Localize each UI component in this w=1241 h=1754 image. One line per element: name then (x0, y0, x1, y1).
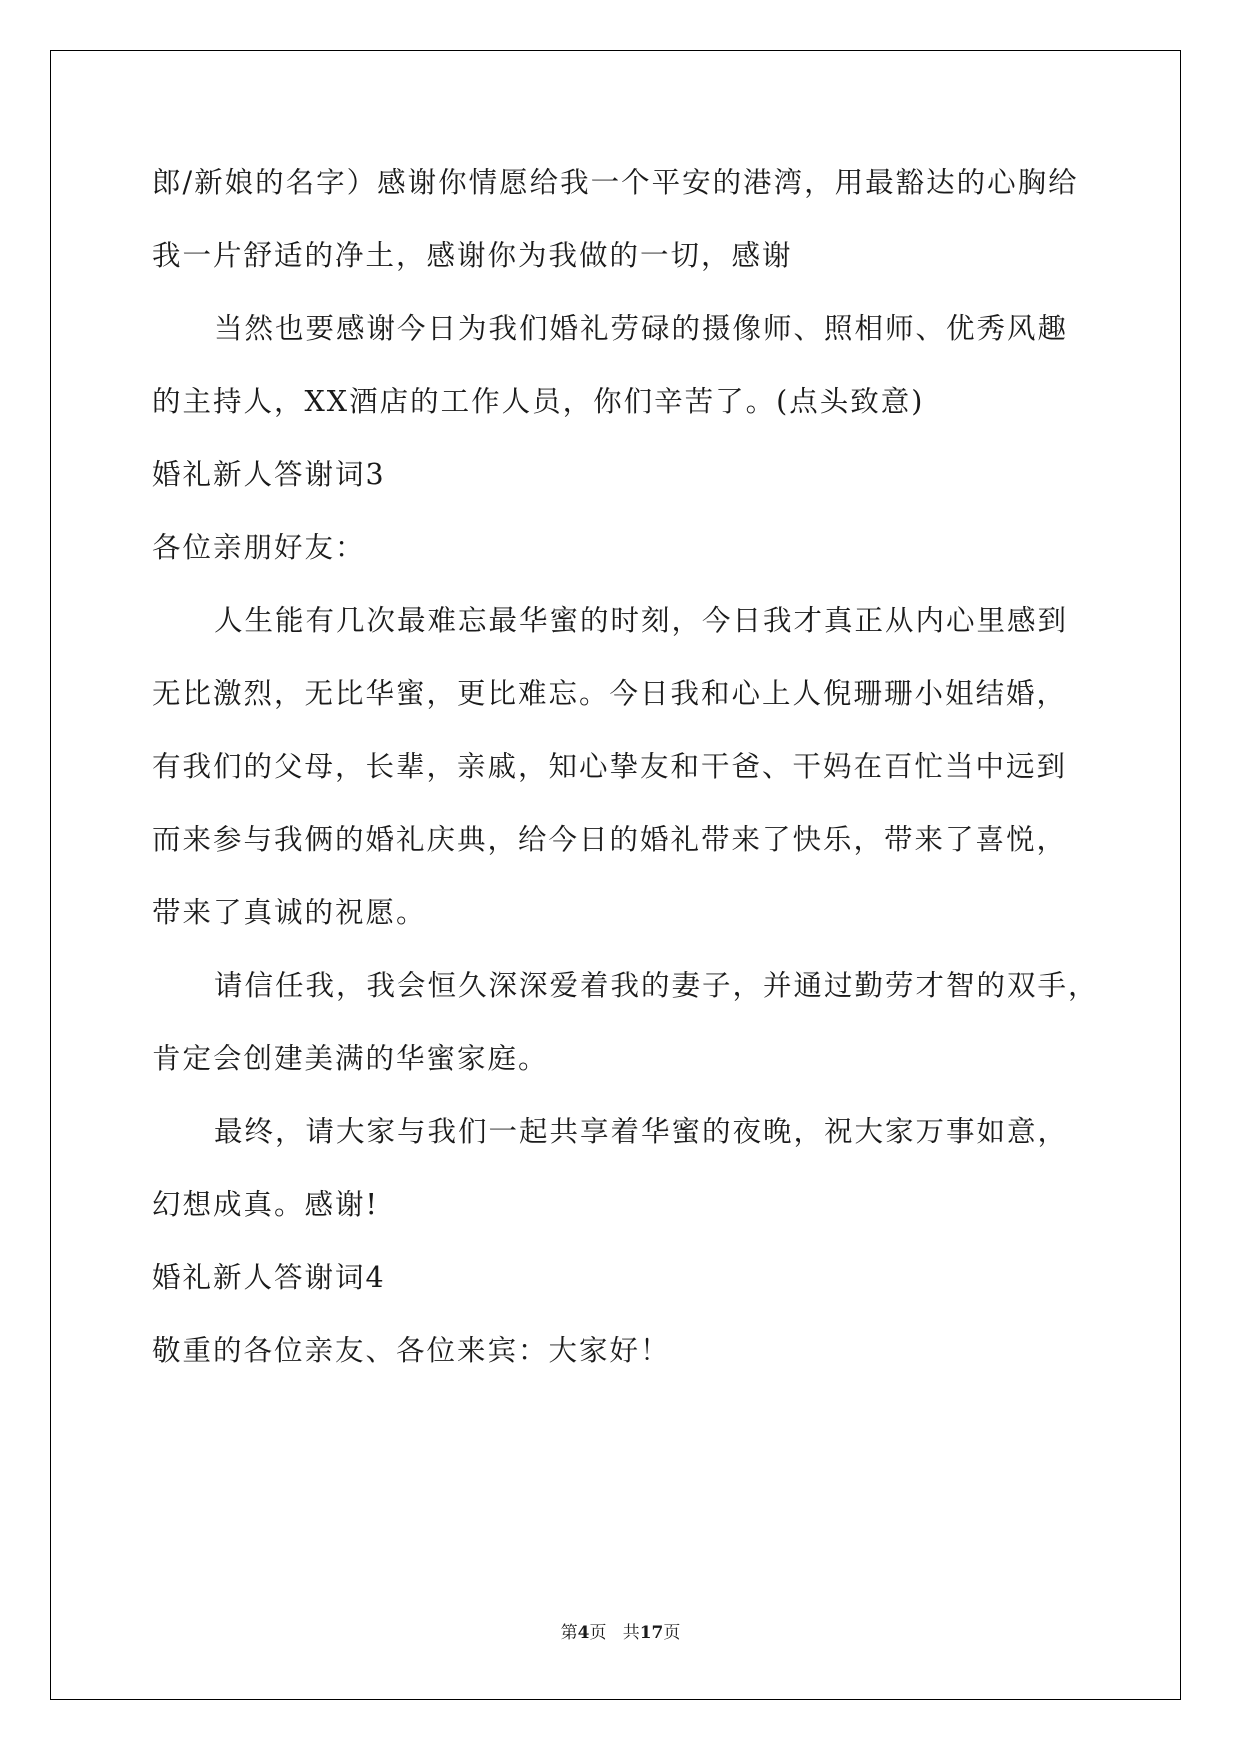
footer-page-number: 4 (577, 1623, 590, 1643)
text-line: 而来参与我俩的婚礼庆典，给今日的婚礼带来了快乐，带来了喜悦， (152, 823, 1068, 856)
salutation: 敬重的各位亲友、各位来宾：大家好！ (152, 1334, 671, 1367)
text-line: 我一片舒适的净土，感谢你为我做的一切，感谢 (152, 239, 793, 272)
text-line: 幻想成真。感谢! (152, 1188, 379, 1221)
page-border (50, 50, 1181, 1700)
text-line: 肯定会创建美满的华蜜家庭。 (152, 1042, 549, 1075)
paragraph-line: 人生能有几次最难忘最华蜜的时刻，今日我才真正从内心里感到 (214, 604, 1069, 637)
footer-total-prefix: 共 (622, 1623, 640, 1643)
section-heading: 婚礼新人答谢词4 (152, 1261, 386, 1294)
section-heading: 婚礼新人答谢词3 (152, 458, 386, 491)
paragraph-line: 当然也要感谢今日为我们婚礼劳碌的摄像师、照相师、优秀风趣 (214, 312, 1069, 345)
page-footer (0, 1618, 1241, 1643)
footer-page-prefix: 第 (560, 1623, 578, 1643)
footer-total-pages: 17 (639, 1623, 664, 1643)
paragraph-line: 最终，请大家与我们一起共享着华蜜的夜晚，祝大家万事如意， (214, 1115, 1069, 1148)
salutation: 各位亲朋好友： (152, 531, 366, 564)
text-line: 带来了真诚的祝愿。 (152, 896, 427, 929)
paragraph-line: 请信任我，我会恒久深深爱着我的妻子，并通过勤劳才智的双手， (214, 969, 1099, 1002)
footer-page-suffix: 页 (589, 1623, 607, 1643)
text-line: 有我们的父母，长辈，亲戚，知心挚友和干爸、干妈在百忙当中远到 (152, 750, 1068, 783)
footer-total-suffix: 页 (663, 1623, 681, 1643)
text-line: 郎/新娘的名字）感谢你情愿给我一个平安的港湾，用最豁达的心胸给 (152, 166, 1079, 199)
text-line: 无比激烈，无比华蜜，更比难忘。今日我和心上人倪珊珊小姐结婚， (152, 677, 1068, 710)
text-line: 的主持人，XX酒店的工作人员，你们辛苦了。(点头致意) (152, 385, 925, 418)
